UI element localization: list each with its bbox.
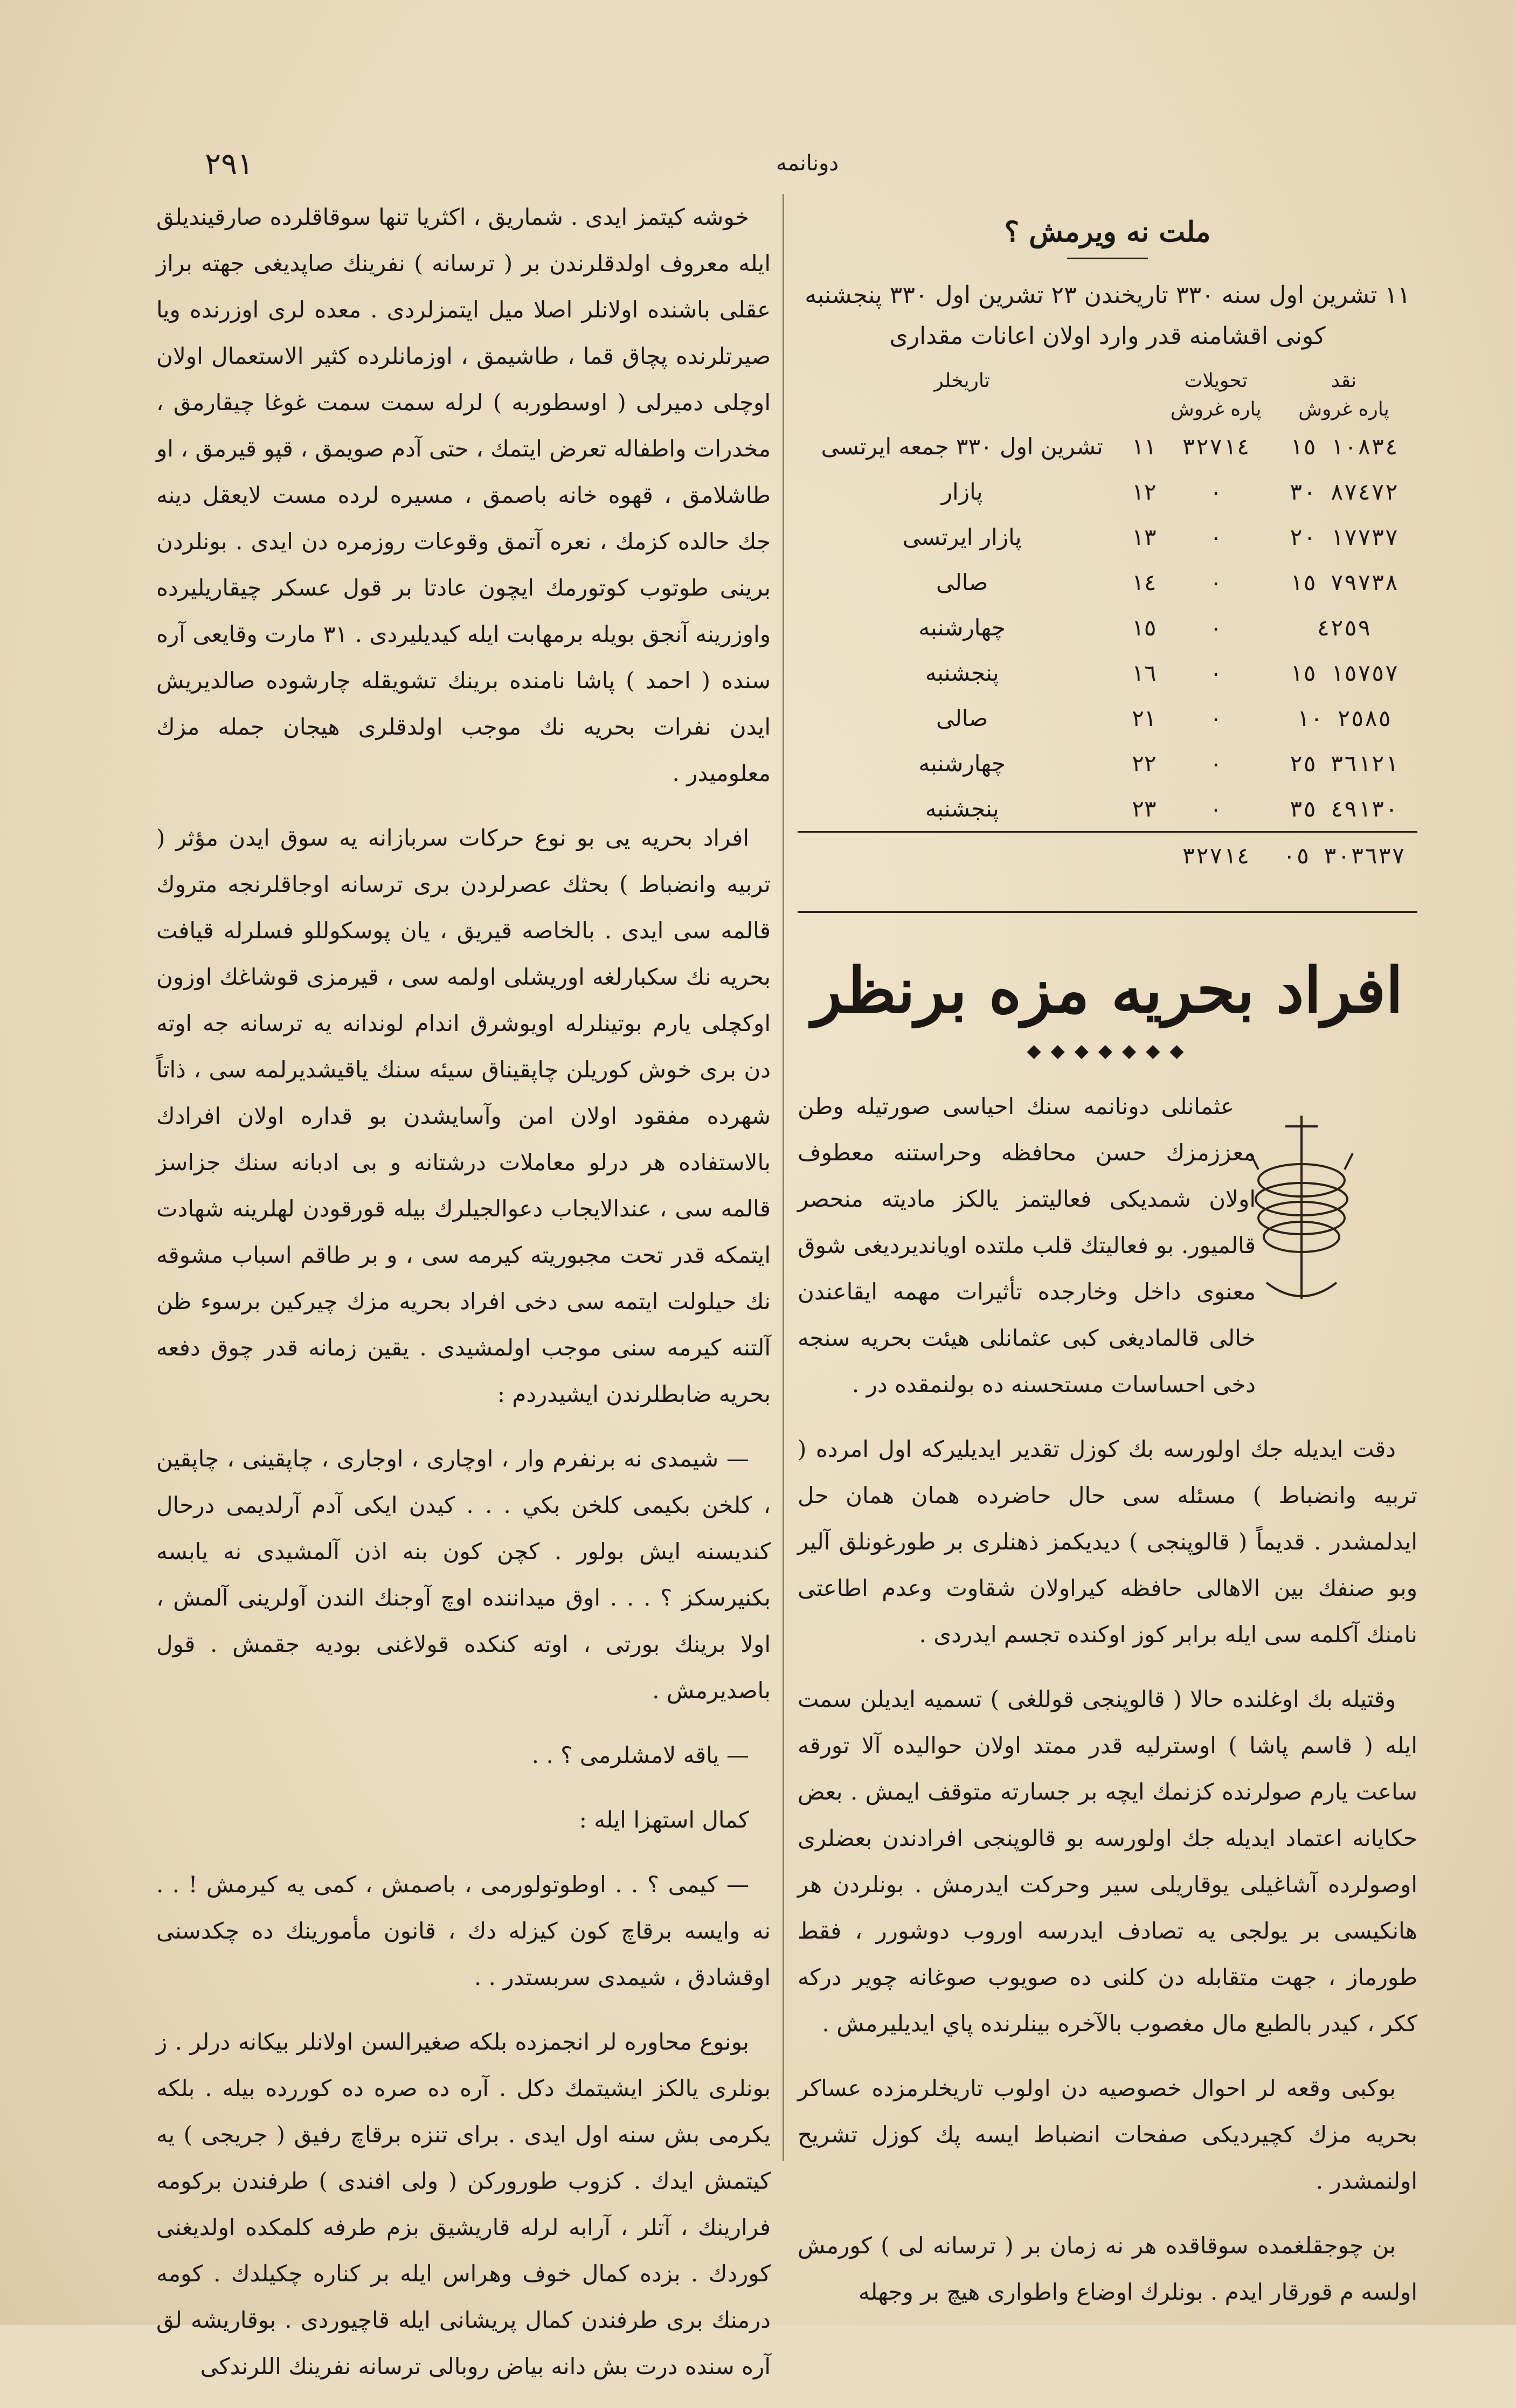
table-row	[798, 605, 1417, 650]
table-row	[798, 424, 1417, 469]
cell-cash: ١٧٧٣٧ ٢٠	[1289, 523, 1399, 550]
paragraph: — ياقه لامشلرمى ؟ . .	[531, 1742, 749, 1768]
header-dates: تاريخلر	[934, 370, 990, 392]
cell-transfer: ٠	[1209, 614, 1223, 641]
table-row	[798, 786, 1417, 832]
cell-day: ١٤	[1132, 569, 1157, 596]
cell-date: پازار	[941, 478, 983, 505]
cell-cash: ٢٥٨٥ ١٠	[1296, 704, 1392, 731]
paragraph: عثمانلى دونانمه سنك احياسى صورتيله وطن معززمزك حسن محافظه وحراستنه معطوف اولان شمديكى فعاليتمز يالكز ماديته منحصر قالميور. بو فعاليتك قلب ملتده اويانديرديغى شوق معنوى داخل وخارجده تأثيرات مهمه ايقاعندن خالى قالماديغى كبى عثمانلى هيئت بحريه سنجه دخى احساسات مستحسنه ده بولنمقده در .	[798, 1093, 1256, 1397]
paragraph: بونوع محاوره لر انجمزده بلكه صغيرالسن اولانلر بيكانه درلر . ز بونلرى يالكز ايشيتمك دكل . آره ده صره ده كوررده بيله . بلكه يكرمى بش سنه اول ايدى . براى تنزه برقاچ رفيق ( جريجى ) يه كيتمش ايدك . كزوب طوروركن ( ولى افندى ) طرفندن بركومه فرارينك ، آتلر ، آرابه لرله قاريشيق بزم طرفه كلمكده اولديغنى كوردك . بزده كمال خوف وهراس ايله بر كناره چكيلدك . كومه درمنك برى طرفندن كمال پريشانى ايله قاچيوردى . بوقاريشه لق آره سنده درت بش دانه بياض روبالى ترسانه نفرينك اللرندكى	[156, 2029, 771, 2379]
cell-cash: ٤٩١٣٠ ٣٥	[1289, 795, 1399, 822]
article-body	[798, 1083, 1417, 2334]
left-column-body	[156, 194, 771, 2408]
table-title: ملت نه ويرمش ؟	[1004, 216, 1211, 248]
paragraph: دقت ايديله جك اولورسه بك كوزل تقدير ايديليركه اول امرده ( تربيه وانضباط ) مسئله سى حال حاضرده همان همان حل ايدلمشدر . قديماً ( قالوپنجى ) ديديكمز ذهنلرى بر طورغونلق آلير وبو صنفك بين الاهالى حافظه كيراولان شقاوت وعدم اطاعتى نامنك آكلمه سى ايله برابر كوز اوكنده تجسم ايدردى .	[798, 1436, 1417, 1648]
total-cash: ٣٠٣٦٣٧ ٠٥	[1270, 832, 1417, 878]
cell-date: پنجشنبه	[925, 795, 999, 822]
cell-date: چهارشنبه	[918, 750, 1006, 777]
cell-date: پازار ايرتسى	[902, 523, 1022, 550]
total-transfer: ٣٢٧١٤	[1161, 832, 1270, 878]
cell-transfer: ٣٢٧١٤	[1181, 433, 1250, 460]
ornament-diamonds: ◆◆◆◆◆◆◆	[1027, 1040, 1194, 1062]
cell-day: ١٣	[1132, 523, 1157, 550]
cell-transfer: ٠	[1209, 659, 1223, 686]
header-cash: نقد	[1331, 370, 1356, 392]
table-row	[798, 469, 1417, 514]
cell-cash: ٣٦١٢١ ٢٥	[1289, 750, 1399, 777]
cell-cash: ١٠٨٣٤ ١٥	[1289, 433, 1399, 460]
paragraph: — شيمدى نه برنفرم وار ، اوچارى ، اوجارى ، چاپقينى ، چاپقين ، كلخن بكيمى كلخن بكي . . . كيدن ايكى آدم آرلديمى درحال كنديسنه ايش بولور . كچن كون بنه اذن آلمشيدى نه يابسه بكنيرسكز ؟ . . . اوق ميداننده اوچ آوجنك الندن آولرينى آلمش ، اولا برينك بورتى ، اوته كنكده قولاغنى بوديه جقمش . قول باصديرمش .	[156, 1445, 771, 1704]
paragraph: افراد بحريه يى بو نوع حركات سربازانه يه سوق ايدن مؤثر ( تربيه وانضباط ) بحثك عصرلردن برى ترسانه اوجاقلرنجه متروك قالمه سى ايدى . بالخاصه قيريق ، يان پوسكوللو فسلرله قيافت بحريه نك سكبارلغه اوريشلى اولمه سى ، قيرمزى قوشاغك اوزون اوكچلى يارم بوتينلرله اويوشرق اندام لوندانه يه ترسانه جه اوته دن برى خوش كوريلن چاپقيناق سيئه سنك ياقيشديرلمه سى ، ذاتاً شهرده مفقود اولان امن وآسايشدن بو قداره اولان افرادك بالاستفاده هر درلو معاملات درشتانه و بى ادبانه سنك جزاسز قالمه سى ، عندالايجاب دعوالجيلرك بيله قورقودن لهلرينه شهادت ايتمكه قدر تحت مجبوريته كيرمه سى ، و بر طاقم اسباب مشوقه نك حيلولت ايتمه سى دخى افراد بحريه مزك چيركين برسوء ظن آلتنه كيرمه سنى موجب اولمشيدى . يقين زمانه قدر چوق دفعه بحريه ضابطلرندن ايشيدردم :	[156, 825, 771, 1407]
cell-day: ٢٢	[1132, 750, 1157, 777]
cell-date: چهارشنبه	[918, 614, 1006, 641]
cell-day: ١٢	[1132, 478, 1157, 505]
cell-day: ١٦	[1132, 659, 1157, 686]
table-subtitle: ١١ تشرين اول سنه ٣٣٠ تاريخندن ٢٣ تشرين اول ٣٣٠ پنجشنبه كونى اقشامنه قدر وارد اولان اعانات مقدارى	[805, 281, 1410, 350]
magazine-name: دونانمه	[776, 151, 839, 176]
table-row	[798, 514, 1417, 559]
cell-transfer: ٠	[1209, 523, 1223, 550]
paragraph: — كيمى ؟ . . اوطوتولورمى ، باصمش ، كمى يه كيرمش ! . . نه وايسه برقاچ كون كيزله دك ، قانون مأمورينك ده چكدسنى اوقشادق ، شيمدى سربستدر . .	[156, 1871, 771, 1990]
column-divider	[783, 194, 784, 2161]
paragraph: بوكبى وقعه لر احوال خصوصيه دن اولوب تاريخلرمزده عساكر بحريه مزك كچيرديكى صفحات انضباط ايسه پك كوزل تشريح اولنمشدر .	[798, 2075, 1417, 2194]
article-title: افراد بحريه مزه برنظر	[812, 954, 1403, 1027]
title-ornament	[1067, 258, 1148, 262]
donations-table	[798, 366, 1417, 878]
cell-day: ٢١	[1132, 704, 1157, 731]
section-rule	[798, 911, 1417, 913]
cell-transfer: ٠	[1209, 478, 1223, 505]
paragraph: بن چوجقلغمده سوقاقده هر نه زمان بر ( ترسانه لى ) كورمش اولسه م قورقار ايدم . بونلرك اوضاع واطوارى هيچ بر وجهله	[798, 2232, 1417, 2305]
cell-date: تشرين اول ٣٣٠ جمعه ايرتسى	[821, 433, 1103, 460]
table-total-row	[798, 832, 1417, 878]
cell-day: ٢٣	[1132, 795, 1157, 822]
cell-cash: ١٥٧٥٧ ١٥	[1289, 659, 1399, 686]
cell-transfer: ٠	[1209, 795, 1223, 822]
cell-transfer: ٠	[1209, 704, 1223, 731]
cell-day: ١١	[1132, 433, 1157, 460]
unit-transfers: پاره غروش	[1170, 398, 1262, 420]
unit-cash: پاره غروش	[1298, 398, 1389, 420]
page-number: ٢٩١	[205, 147, 254, 182]
header-transfers: تحويلات	[1184, 370, 1248, 392]
cell-cash: ٧٩٧٣٨ ١٥	[1289, 569, 1399, 596]
cell-cash: ٤٢٥٩	[1316, 614, 1371, 641]
table-row	[798, 559, 1417, 605]
cell-transfer: ٠	[1209, 750, 1223, 777]
cell-date: صالى	[936, 569, 988, 596]
cell-day: ١٥	[1132, 614, 1157, 641]
cell-date: پنجشنبه	[925, 659, 999, 686]
table-row	[798, 695, 1417, 741]
table-row	[798, 650, 1417, 695]
cell-transfer: ٠	[1209, 569, 1223, 596]
cell-date: صالى	[936, 704, 988, 731]
paragraph: خوشه كيتمز ايدى . شماريق ، اكثريا تنها سوقاقلرده صارقينديلق ايله معروف اولدقلرندن بر ( ترسانه ) نفرينك صاپديغى جهته براز عقلى باشنده اولانلر اصلا ميل ايتمزلردى . معده لرى اوزرنده ويا صيرتلرنده پچاق قما ، طاشيمق ، اوزمانلرده كثير الاستعمال اولان اوچلى دميرلى ( اوسطوربه ) لرله سمت سمت غوغا چيقارمق ، مخدرات واطفاله تعرض ايتمك ، حتى آدم صويمق ، قپو قيرمق ، او طاشلامق ، قهوه خانه باصمق ، مسيره لرده مست لايعقل دينه جك حالده كزمك ، نعره آتمق وقوعات روزمره دن ايدى . بونلردن برينى طوتوب كوتورمك ايچون عادتا بر قول عسكر چيقاريليرده واوزرينه آنجق بويله برمهابت ايله كيديليردى . ٣١ مارت وقايعى آره سنده ( احمد ) پاشا نامنده برينك تشويقله چارشوده صالديريش ايدن نفرات بحريه نك موجب اولدقلرى هيجان جمله مزك معلوميدر .	[156, 204, 771, 786]
table-row	[798, 741, 1417, 786]
paragraph: كمال استهزا ايله :	[579, 1807, 749, 1833]
paragraph: وقتيله بك اوغلنده حالا ( قالوپنجى قوللغى ) تسميه ايديلن سمت ايله ( قاسم پاشا ) اوسترليه قدر ممتد اولان حواليده آلا تورقه ساعت يارم صولرنده كزنمك ايچه بر جسارته متوقف ايمش . بعض حكايانه اعتماد ايديله جك اولورسه بو قالوپنجى افرادندن بعضلرى اوصولرده آشاغيلى يوقاريلى سير وحركت ايدرمش . بونلردن هر هانكيسى بر يولجى يه تصادف ايدرسه اوروب دوشورر ، فقط طورماز ، جهت متقابله دن كلنى ده صويوب صوغانه چوير دركه ككر ، كيدر بالطبع مال مغصوب بالآخره بينلرنده پاي ايديليرمش .	[798, 1686, 1417, 2037]
cell-cash: ٨٧٤٧٢ ٣٠	[1289, 478, 1399, 505]
